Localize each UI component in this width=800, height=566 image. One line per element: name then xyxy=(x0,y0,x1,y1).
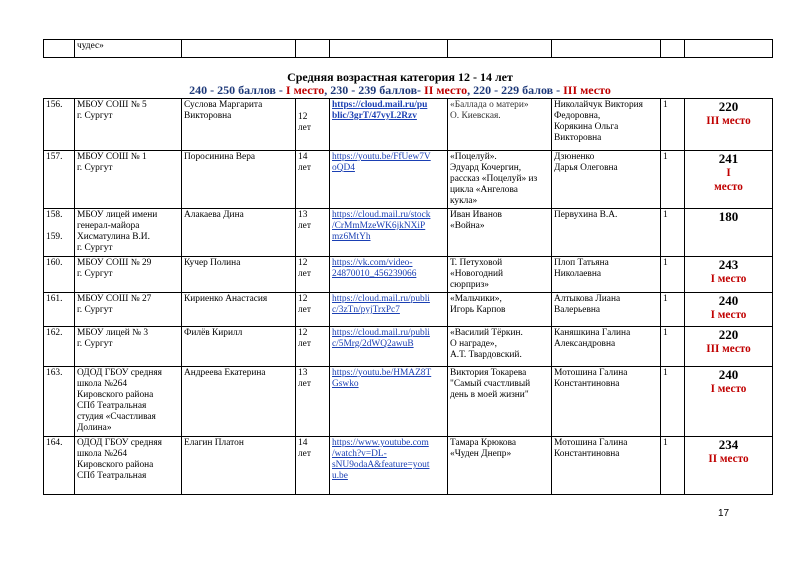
score-cell xyxy=(685,437,773,495)
school-cell: ОДОД ГБОУ средняя школа №264 Кировского района СПб Театральная студия «Счастливая Долина» xyxy=(75,367,182,437)
table-row xyxy=(44,99,773,151)
school-cell: МБОУ СОШ № 1 г. Сургут xyxy=(75,151,182,209)
score-value: 240 xyxy=(718,367,739,382)
age-cell: 14 лет xyxy=(296,151,330,209)
count-cell: 1 xyxy=(661,293,685,327)
age-cell: 12 лет xyxy=(296,293,330,327)
participant-name: Суслова Маргарита Викторовна xyxy=(182,99,296,151)
work-title: Т. Петуховой «Новогодний сюрприз» xyxy=(448,257,552,293)
work-title: «Василий Тёркин. О награде», А.Т. Твардовский. xyxy=(448,327,552,367)
score-cell xyxy=(685,327,773,367)
count-cell: 1 xyxy=(661,327,685,367)
video-link-cell xyxy=(330,293,448,327)
place-label: I место xyxy=(710,309,747,321)
place-label: III место xyxy=(706,343,751,355)
count-cell: 1 xyxy=(661,367,685,437)
category-title: Средняя возрастная категория 12 - 14 лет xyxy=(287,70,513,84)
results-table xyxy=(43,98,773,495)
video-link[interactable]: https://cloud.mail.ru/publi c/5Mrg/2dWQ2awuB xyxy=(332,328,430,349)
school-cell: МБОУ СОШ № 5 г. Сургут xyxy=(75,99,182,151)
teacher-cell: Каняшкина Галина Александровна xyxy=(552,327,661,367)
school-cell: МБОУ СОШ № 27 г. Сургут xyxy=(75,293,182,327)
participant-name: Филёв Кирилл xyxy=(182,327,296,367)
previous-table-fragment xyxy=(43,39,773,58)
row-number: 158. 159. xyxy=(44,209,75,257)
count-cell: 1 xyxy=(661,151,685,209)
place-label: III место xyxy=(706,115,751,127)
count-cell: 1 xyxy=(661,437,685,495)
participant-name: Поросинина Вера xyxy=(182,151,296,209)
participant-name: Кучер Полина xyxy=(182,257,296,293)
row-number: 160. xyxy=(44,257,75,293)
teacher-cell: Мотошина Галина Константиновна xyxy=(552,437,661,495)
video-link[interactable]: https://vk.com/video- 24870010_456239066 xyxy=(332,258,417,279)
school-cell: ОДОД ГБОУ средняя школа №264 Кировского района СПб Театральная xyxy=(75,437,182,495)
teacher-cell: Алтыкова Лиана Валерьевна xyxy=(552,293,661,327)
score-cell xyxy=(685,257,773,293)
count-cell: 1 xyxy=(661,209,685,257)
teacher-cell: Николайчук Виктория Федоровна, Корякина Ольга Викторовна xyxy=(552,99,661,151)
table-row xyxy=(44,209,773,257)
count-cell: 1 xyxy=(661,257,685,293)
video-link[interactable]: https://www.youtube.com /watch?v=DL- sNU9odaA&feature=yout u.be xyxy=(332,438,430,481)
video-link-cell xyxy=(330,367,448,437)
school-cell: МБОУ лицей имени генерал-майора Хисматулина В.И. г. Сургут xyxy=(75,209,182,257)
age-cell: 13 лет xyxy=(296,209,330,257)
teacher-cell: Плоп Татьяна Николаевна xyxy=(552,257,661,293)
teacher-cell: Мотошина Галина Константиновна xyxy=(552,367,661,437)
age-cell: 12 лет xyxy=(296,257,330,293)
participant-name: Кириенко Анастасия xyxy=(182,293,296,327)
video-link-cell xyxy=(330,99,448,151)
school-cell: МБОУ лицей № 3 г. Сургут xyxy=(75,327,182,367)
participant-name: Алакаева Дина xyxy=(182,209,296,257)
age-cell: 13 лет xyxy=(296,367,330,437)
score-value: 220 xyxy=(718,327,739,342)
video-link-cell xyxy=(330,327,448,367)
table-row xyxy=(44,293,773,327)
table-row xyxy=(44,151,773,209)
participant-name: Андреева Екатерина xyxy=(182,367,296,437)
place-label: I место xyxy=(710,273,747,285)
work-title: Иван Иванов «Война» xyxy=(448,209,552,257)
page-number: 17 xyxy=(718,508,730,519)
school-cell: МБОУ СОШ № 29 г. Сургут xyxy=(75,257,182,293)
work-title: Тамара Крюкова «Чуден Днепр» xyxy=(448,437,552,495)
table-row xyxy=(44,327,773,367)
score-cell xyxy=(685,99,773,151)
row-number: 156. xyxy=(44,99,75,151)
table-row xyxy=(44,367,773,437)
table-row xyxy=(44,437,773,495)
row-number: 163. xyxy=(44,367,75,437)
video-link-cell xyxy=(330,209,448,257)
score-value: 234 xyxy=(718,437,739,452)
table-row xyxy=(44,40,773,58)
points-legend: 240 - 250 баллов - I место, 230 - 239 баллов- II место, 220 - 229 балов - III место xyxy=(189,83,611,97)
count-cell: 1 xyxy=(661,99,685,151)
score-value: 180 xyxy=(718,209,739,224)
row-number: 161. xyxy=(44,293,75,327)
age-cell: 14 лет xyxy=(296,437,330,495)
table-row xyxy=(44,257,773,293)
row-number: 164. xyxy=(44,437,75,495)
score-value: 240 xyxy=(718,293,739,308)
place-label: I место xyxy=(710,383,747,395)
row-number: 157. xyxy=(44,151,75,209)
cell-text: чудес» xyxy=(75,40,182,58)
video-link[interactable]: https://youtu.be/HMAZ8T Gswko xyxy=(332,368,432,389)
teacher-cell: Первухина В.А. xyxy=(552,209,661,257)
video-link-cell xyxy=(330,437,448,495)
video-link-cell xyxy=(330,151,448,209)
score-value: 241 xyxy=(718,151,739,166)
work-title: «Баллада о матери» О. Киевская. xyxy=(448,99,552,151)
score-cell xyxy=(685,151,773,209)
video-link[interactable]: https://cloud.mail.ru/stock /CrMmMzeWK6jkNXiP mz6MtYh xyxy=(332,210,431,242)
row-number: 162. xyxy=(44,327,75,367)
video-link[interactable]: https://youtu.be/FfUew7V oQD4 xyxy=(332,152,431,173)
video-link[interactable]: https://cloud.mail.ru/pu blic/3grT/47vyL2Rzv xyxy=(332,100,428,121)
video-link[interactable]: https://cloud.mail.ru/publi c/3zTn/pyjTrxPc7 xyxy=(332,294,430,315)
place-label: II место xyxy=(708,453,749,465)
score-cell xyxy=(685,367,773,437)
age-cell: 12 лет xyxy=(296,327,330,367)
score-value: 243 xyxy=(718,257,739,272)
participant-name: Елагин Платон xyxy=(182,437,296,495)
work-title: «Поцелуй». Эдуард Кочергин, рассказ «Поцелуй» из цикла «Ангелова кукла» xyxy=(448,151,552,209)
age-cell: 12 лет xyxy=(296,99,330,151)
video-link-cell xyxy=(330,257,448,293)
score-cell xyxy=(685,293,773,327)
work-title: Виктория Токарева "Самый счастливый день в моей жизни" xyxy=(448,367,552,437)
score-cell xyxy=(685,209,773,257)
work-title: «Мальчики», Игорь Карпов xyxy=(448,293,552,327)
teacher-cell: Дзюненко Дарья Олеговна xyxy=(552,151,661,209)
score-value: 220 xyxy=(718,99,739,114)
place-label: I место xyxy=(714,167,743,193)
